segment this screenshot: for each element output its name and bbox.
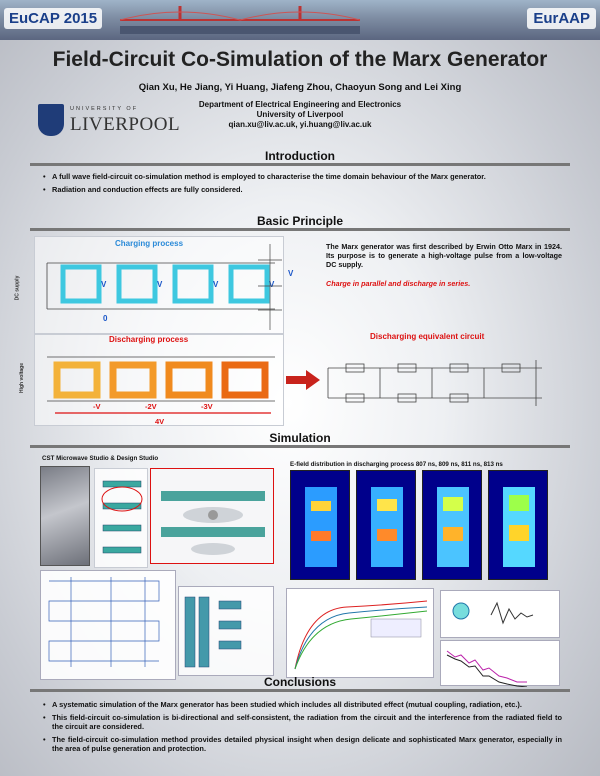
eucap-logo: EuCAP 2015	[4, 8, 102, 29]
equivalent-circuit	[322, 344, 568, 416]
university-logo: UNIVERSITY OF LIVERPOOL	[38, 104, 178, 138]
equivalent-circuit-label: Discharging equivalent circuit	[370, 332, 485, 341]
discharging-circuit	[35, 335, 285, 427]
list-item: • This field-circuit co-simulation is bi-directional and self-consistent, the radiation from the circuit and the interference from the radiated field to the circuit are considered.	[42, 713, 562, 731]
efield-frame-807	[290, 470, 350, 580]
principle-text	[326, 242, 562, 288]
design-studio-block	[178, 586, 274, 676]
spectrum-plot	[440, 590, 560, 638]
principle-highlight: Charge in parallel and discharge in series.	[326, 279, 471, 288]
discharging-diagram: Discharging process High voltage -V -2V -3V 4V	[34, 334, 284, 426]
arrow-right-icon	[286, 370, 320, 390]
svg-text:V: V	[213, 280, 219, 289]
svg-text:4V: 4V	[155, 417, 165, 426]
poster-title: Field-Circuit Co-Simulation of the Marx Generator	[52, 48, 548, 71]
efield-label: E-field distribution in discharging process 807 ns, 809 ns, 811 ns, 813 ns	[290, 461, 503, 468]
svg-text:-3V: -3V	[201, 402, 213, 411]
affiliation: Department of Electrical Engineering and Electronics University of Liverpool qian.xu@liv.ac.uk, yi.huang@liv.ac.uk	[198, 100, 402, 129]
list-item: • A systematic simulation of the Marx generator has been studied which includes all distributed effect (mutual coupling, radiation, etc.).	[42, 700, 562, 709]
efield-frame-809	[356, 470, 416, 580]
efield-frame-813	[488, 470, 548, 580]
voltage-plot	[286, 588, 434, 678]
introduction-heading: Introduction	[30, 150, 570, 166]
simulation-heading: Simulation	[30, 432, 570, 448]
principle-description: The Marx generator was first described by Erwin Otto Marx in 1924. Its purpose is to generate a high-voltage pulse from a low-voltage DC supply.	[326, 242, 562, 269]
basic-principle-heading: Basic Principle	[30, 215, 570, 231]
circuit-schematic	[40, 570, 176, 680]
cst-label: CST Microwave Studio & Design Studio	[42, 455, 159, 462]
3d-model-detail	[150, 468, 274, 564]
3d-model-stack	[94, 468, 148, 568]
svg-text:V: V	[288, 269, 294, 278]
bridge-image	[120, 6, 360, 34]
svg-text:V: V	[101, 280, 107, 289]
conclusions-heading: Conclusions	[30, 676, 570, 692]
list-item: • Radiation and conduction effects are fully considered.	[42, 185, 562, 194]
eurap-logo: EurAAP	[527, 8, 596, 29]
svg-text:V: V	[269, 280, 275, 289]
svg-text:V: V	[157, 280, 163, 289]
svg-text:0: 0	[103, 314, 108, 323]
authors: Qian Xu, He Jiang, Yi Huang, Jiafeng Zhou, Chaoyun Song and Lei Xing	[138, 82, 462, 93]
svg-text:-V: -V	[93, 402, 101, 411]
list-item: • A full wave field-circuit co-simulation method is employed to characterise the time domain behaviour of the Marx generator.	[42, 172, 562, 181]
prototype-photo	[40, 466, 90, 566]
list-item: • The field-circuit co-simulation method provides detailed physical insight when design delicate and sophisticated Marx generator, especially in the area of pulse generation and protection.	[42, 735, 562, 753]
crest-icon	[38, 104, 64, 136]
introduction-list	[42, 172, 562, 198]
conclusions-list	[42, 700, 562, 757]
header-banner	[0, 0, 600, 40]
charging-diagram: Charging process DC supply V V V V 0	[34, 236, 284, 334]
charging-side-schematic	[250, 240, 302, 332]
efield-frame-811	[422, 470, 482, 580]
svg-text:-2V: -2V	[145, 402, 157, 411]
charging-circuit	[35, 237, 285, 335]
